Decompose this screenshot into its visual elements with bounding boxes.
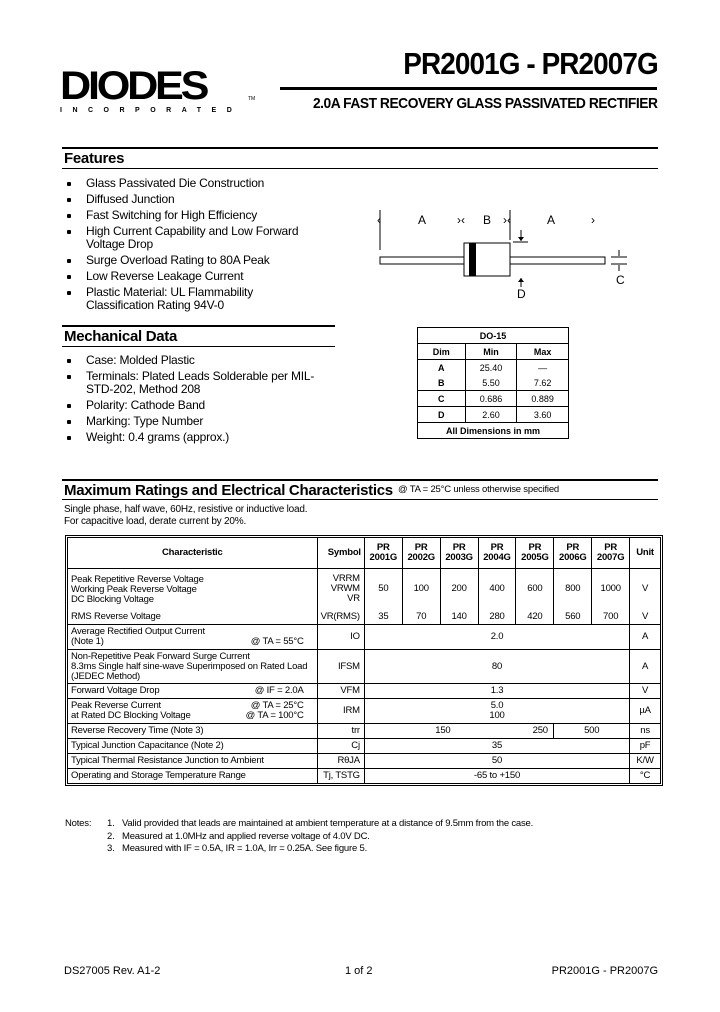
col-header-part [478, 538, 516, 569]
dim-cell: 5.50 [465, 375, 517, 391]
diodes-logo [60, 66, 260, 116]
notes-label: Notes: [65, 818, 92, 829]
dim-cell: 25.40 [465, 360, 517, 376]
symbol-cell: Tj, TSTG [317, 769, 364, 784]
ratings-row-rja [68, 754, 661, 769]
note-item [107, 818, 533, 831]
mechanical-item: Polarity: Cathode Band [64, 399, 324, 412]
condition-text: @ TA = 25°C [250, 700, 304, 711]
char-line: at Rated DC Blocking Voltage [71, 710, 191, 721]
dim-label-d: D [517, 287, 526, 300]
symbol-cell: VFM [317, 684, 364, 699]
char-line: Working Peak Reverse Voltage [71, 584, 197, 595]
note-number: 3. [107, 843, 115, 854]
condition-text: @ TA = 55°C [250, 636, 304, 647]
ratings-rule-bottom [62, 499, 658, 500]
document-subtitle: 2.0A FAST RECOVERY GLASS PASSIVATED RECTIFIER [313, 95, 658, 112]
note-number: 2. [107, 830, 115, 842]
value-cell: 560 [554, 609, 592, 625]
condition-text: @ TA = 100°C [245, 710, 304, 721]
symbol-cell: Cj [317, 739, 364, 754]
mechanical-item: Weight: 0.4 grams (approx.) [64, 431, 324, 444]
char-line: Average Rectified Output Current [71, 626, 205, 637]
value-cell: 500 [554, 724, 630, 739]
ratings-row-ifsm [68, 650, 661, 684]
mechanical-heading: Mechanical Data [64, 328, 178, 345]
dim-cell: 0.889 [517, 391, 569, 407]
features-heading: Features [64, 150, 125, 167]
ratings-condition: @ TA = 25°C unless otherwise specified [398, 484, 560, 495]
symbol-cell: VR(RMS) [317, 609, 364, 625]
symbol-cell [317, 569, 364, 610]
symbol-cell: trr [317, 724, 364, 739]
feature-item: Diffused Junction [64, 193, 324, 206]
ratings-row-vfm [68, 684, 661, 699]
col-header-symbol: Symbol [317, 538, 364, 569]
mechanical-item: Marking: Type Number [64, 415, 324, 428]
note-text: Valid provided that leads are maintained at ambient temperature at a distance of 9.5mm from the case. [122, 818, 534, 829]
features-list [64, 177, 324, 315]
value-cell: 280 [478, 609, 516, 625]
dim-col-header: Dim [418, 344, 466, 360]
char-cell: RMS Reverse Voltage [68, 609, 318, 625]
dim-row [418, 391, 569, 407]
value-cell: 70 [402, 609, 440, 625]
svg-text:‹: ‹ [377, 213, 381, 227]
svg-text:›‹: ›‹ [457, 213, 465, 227]
char-line: DC Blocking Voltage [71, 594, 154, 605]
symbol-line: VRWM [330, 583, 360, 594]
feature-item: Fast Switching for High Efficiency [64, 209, 324, 222]
svg-text:›: › [591, 213, 595, 227]
dim-row [418, 360, 569, 376]
part-prefix: PR [452, 542, 466, 553]
col-header-part [364, 538, 402, 569]
ratings-table [65, 535, 663, 786]
ratings-heading: Maximum Ratings and Electrical Characteristics [64, 482, 393, 499]
unit-cell: V [630, 569, 661, 610]
part-number: 2003G [445, 552, 473, 563]
footer-part-range: PR2001G - PR2007G [551, 965, 658, 977]
mechanical-item: Terminals: Plated Leads Solderable per MIL-STD-202, Method 208 [64, 370, 324, 396]
unit-cell: °C [630, 769, 661, 784]
dim-cell: 0.686 [465, 391, 517, 407]
dimension-table [417, 327, 569, 439]
char-cell [68, 569, 318, 610]
value-part: 150 [435, 725, 451, 736]
dim-cell: C [418, 391, 466, 407]
symbol-cell: RθJA [317, 754, 364, 769]
dim-table-package: DO-15 [418, 328, 569, 344]
char-cell: Reverse Recovery Time (Note 3) [68, 724, 318, 739]
dim-cell: — [517, 360, 569, 376]
char-cell [68, 699, 318, 724]
symbol-line: VR [347, 593, 360, 604]
ratings-note-line1: Single phase, half wave, 60Hz, resistive or inductive load. [64, 504, 308, 515]
note-item [107, 831, 533, 844]
value-cell: 80 [364, 650, 629, 684]
col-header-characteristic: Characteristic [68, 538, 318, 569]
features-rule-top [62, 147, 658, 149]
note-item [107, 843, 533, 856]
char-line: Peak Repetitive Reverse Voltage [71, 574, 204, 585]
feature-item: Glass Passivated Die Construction [64, 177, 324, 190]
col-header-part [402, 538, 440, 569]
feature-item: Surge Overload Rating to 80A Peak [64, 254, 324, 267]
unit-cell: ns [630, 724, 661, 739]
mechanical-list [64, 354, 324, 447]
part-prefix: PR [604, 542, 618, 553]
title-rule [280, 87, 657, 90]
char-cell: Typical Thermal Resistance Junction to Ambient [68, 754, 318, 769]
do15-package-diagram [375, 200, 635, 300]
ratings-row-vrms [68, 609, 661, 625]
feature-item: Plastic Material: UL Flammability Classification Rating 94V-0 [64, 286, 324, 312]
part-number: 2007G [596, 552, 625, 563]
dim-cell: A [418, 360, 466, 376]
dim-cell: 3.60 [517, 407, 569, 423]
value-cell: 100 [402, 569, 440, 610]
part-number: 2002G [407, 552, 435, 563]
col-header-part [592, 538, 630, 569]
char-cell [68, 684, 318, 699]
logo-subtext: INCORPORATED [60, 107, 243, 114]
unit-cell: V [630, 684, 661, 699]
note-text: Measured at 1.0MHz and applied reverse voltage of 4.0V DC. [122, 830, 370, 842]
value-line: 5.0 [490, 700, 504, 711]
ratings-note-line2: For capacitive load, derate current by 20%. [64, 516, 247, 527]
dim-cell: D [418, 407, 466, 423]
value-line: 100 [489, 710, 505, 721]
mechanical-rule-bottom [62, 346, 335, 347]
ratings-row-vrrm [68, 569, 661, 610]
symbol-line: VRRM [332, 573, 360, 584]
symbol-cell: IO [317, 625, 364, 650]
value-cell: 2.0 [364, 625, 629, 650]
part-prefix: PR [376, 542, 390, 553]
char-line: Peak Reverse Current [71, 700, 161, 711]
footer-doc-id: DS27005 Rev. A1-2 [64, 965, 161, 977]
value-cell: 800 [554, 569, 592, 610]
char-cell: Operating and Storage Temperature Range [68, 769, 318, 784]
char-line: (Note 1) [71, 636, 104, 647]
value-cell [364, 699, 629, 724]
ratings-row-temp [68, 769, 661, 784]
ratings-header-row [68, 538, 661, 569]
char-cell [68, 625, 318, 650]
value-cell: 35 [364, 609, 402, 625]
part-number: 2004G [483, 552, 511, 563]
unit-cell: A [630, 625, 661, 650]
value-cell: 50 [364, 569, 402, 610]
char-cell [68, 650, 318, 684]
char-line: (JEDEC Method) [71, 670, 140, 682]
symbol-cell: IFSM [317, 650, 364, 684]
ratings-rule-top [62, 479, 658, 481]
dim-col-header: Max [517, 344, 569, 360]
value-cell: 400 [478, 569, 516, 610]
value-cell: 700 [592, 609, 630, 625]
part-number: 2005G [521, 552, 549, 563]
note-text: Measured with IF = 0.5A, IR = 1.0A, Irr = 0.25A. See figure 5. [122, 843, 368, 854]
unit-cell: µA [630, 699, 661, 724]
mechanical-rule-top [62, 325, 335, 327]
unit-cell: K/W [630, 754, 661, 769]
trademark-mark: TM [248, 96, 256, 102]
value-cell: 1.3 [364, 684, 629, 699]
footer-page-number: 1 of 2 [345, 965, 373, 977]
unit-cell: pF [630, 739, 661, 754]
value-cell: 50 [364, 754, 629, 769]
ratings-row-irm [68, 699, 661, 724]
dim-table-footer: All Dimensions in mm [418, 423, 569, 439]
part-prefix: PR [414, 542, 428, 553]
col-header-unit: Unit [630, 538, 661, 569]
value-cell: 420 [516, 609, 554, 625]
ratings-row-cj [68, 739, 661, 754]
ratings-row-io [68, 625, 661, 650]
dim-label-a-right: A [547, 213, 556, 227]
value-cell [364, 724, 553, 739]
condition-text: @ IF = 2.0A [254, 685, 304, 696]
feature-item: Low Reverse Leakage Current [64, 270, 324, 283]
document-title: PR2001G - PR2007G [403, 46, 658, 81]
col-header-part [554, 538, 592, 569]
dim-label-c: C [616, 273, 625, 287]
dim-label-a-left: A [418, 213, 427, 227]
char-line: Non-Repetitive Peak Forward Surge Current [71, 650, 250, 662]
logo-text: DIODES [60, 64, 207, 108]
feature-item: High Current Capability and Low Forward Voltage Drop [64, 225, 324, 251]
dim-label-b: B [483, 213, 492, 227]
value-part: 250 [532, 725, 548, 736]
dim-row [418, 375, 569, 391]
ratings-row-trr [68, 724, 661, 739]
value-cell: 600 [516, 569, 554, 610]
dim-row [418, 407, 569, 423]
dim-col-header: Min [465, 344, 517, 360]
value-cell: 200 [440, 569, 478, 610]
value-cell: 140 [440, 609, 478, 625]
char-cell: Typical Junction Capacitance (Note 2) [68, 739, 318, 754]
notes-section [65, 818, 533, 856]
part-number: 2006G [559, 552, 587, 563]
part-number: 2001G [369, 552, 398, 563]
part-prefix: PR [528, 542, 542, 553]
dim-cell: 2.60 [465, 407, 517, 423]
unit-cell: V [630, 609, 661, 625]
value-cell: 1000 [592, 569, 630, 610]
value-cell: 35 [364, 739, 629, 754]
mechanical-item: Case: Molded Plastic [64, 354, 324, 367]
features-rule-bottom [62, 168, 658, 169]
char-line: Forward Voltage Drop [71, 685, 160, 696]
part-prefix: PR [490, 542, 504, 553]
col-header-part [440, 538, 478, 569]
unit-cell: A [630, 650, 661, 684]
col-header-part [516, 538, 554, 569]
dim-cell: 7.62 [517, 375, 569, 391]
note-number: 1. [107, 818, 115, 829]
svg-text:›‹: ›‹ [503, 213, 511, 227]
dim-cell: B [418, 375, 466, 391]
value-cell: -65 to +150 [364, 769, 629, 784]
char-line: 8.3ms Single half sine-wave Superimposed on Rated Load [71, 660, 308, 672]
part-prefix: PR [566, 542, 580, 553]
symbol-cell: IRM [317, 699, 364, 724]
